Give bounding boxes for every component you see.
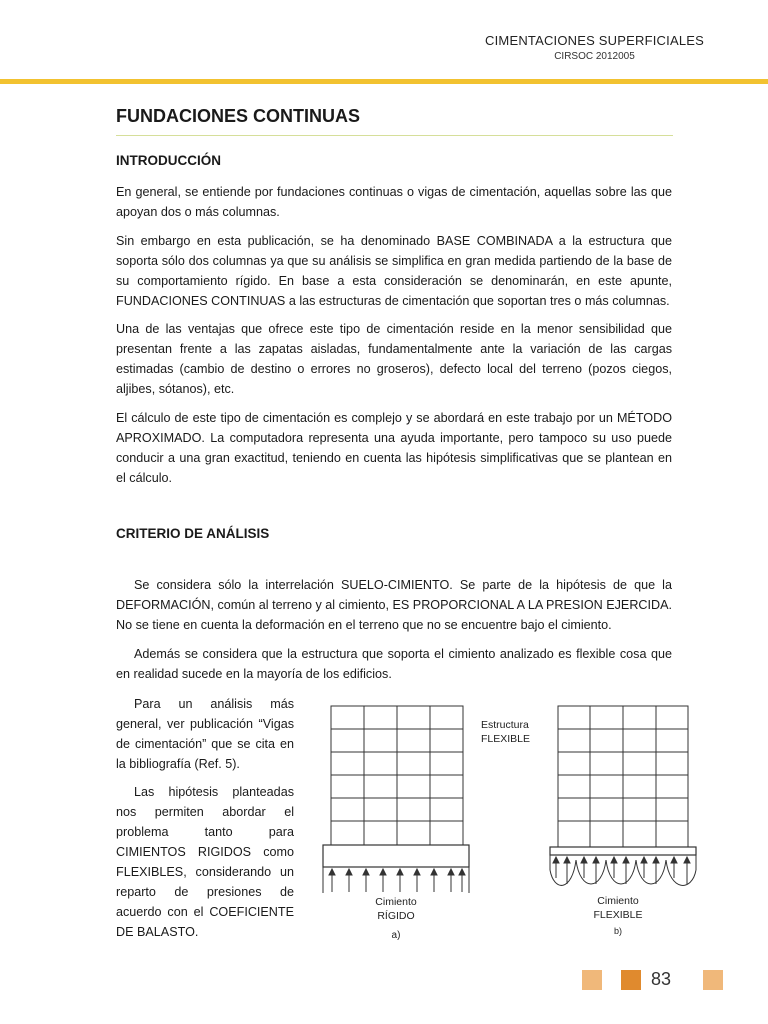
right-footing-label-2: FLEXIBLE [593,909,643,921]
page-title: FUNDACIONES CONTINUAS [116,106,361,126]
structure-label-2: FLEXIBLE [481,733,531,745]
footer-box-middle [621,970,641,990]
intro-paragraph-1: En general, se entiende por fundaciones continuas o vigas de cimentación, aquellas sobre las que apoyan dos o más columnas. [116,185,672,219]
running-header [485,33,704,62]
intro-paragraph-3: Una de las ventajas que ofrece este tipo de cimentación reside en la menor sensibilidad que presentan frente a las zapatas aisladas, fundamentalmente ante la variación de las cargas estimadas (cambio de destino o errores no groseros), defecto local del terreno (pozos ciegos, aljibes, sótanos), etc. [116,322,672,396]
header-rule [0,79,768,84]
left-caption: a) [391,930,401,941]
section-heading-introduccion: INTRODUCCIÓN [116,153,221,168]
right-structure-grid [558,706,688,847]
right-footing-label-1: Cimiento [597,895,639,907]
right-caption: b) [613,926,623,936]
criterio-paragraph-3: Para un análisis más general, ver publicación “Vigas de cimentación” que se cita en la bibliografía (Ref. 5). [116,697,294,771]
intro-paragraph-2: Sin embargo en esta publicación, se ha denominado BASE COMBINADA a la estructura que soporta sólo dos columnas ya que su análisis se simplifica en gran medida partiendo de la base de su comportamiento rígido. En base a esta consideración se denominarán, en este apunte, FUNDACIONES CONTINUAS a las estructuras de cimentación que soportan tres o más columnas. [116,234,672,308]
left-footing-label-2: RÍGIDO [377,910,415,922]
rigid-footing [323,845,469,867]
title-underline [116,135,673,136]
header-subtitle: CIRSOC 2012005 [554,51,635,62]
criterio-paragraph-2: Además se considera que la estructura que soporta el cimiento analizado es flexible cosa que en realidad sucede en la mayoría de los edificios. [116,647,672,681]
footer-box-left [582,970,602,990]
structure-label-1: Estructura [481,719,529,731]
foundation-diagram [310,700,710,945]
footer-box-right [703,970,723,990]
page-number: 83 [651,969,672,989]
criterio-paragraph-4: Las hipótesis planteadas nos permiten abordar el problema tanto para CIMIENTOS RIGIDOS como FLEXIBLES, considerando un reparto de presiones de acuerdo con el COEFICIENTE DE BALASTO. [116,785,294,939]
left-footing-label-1: Cimiento [375,896,417,908]
left-structure-grid [331,706,463,845]
intro-paragraph-4: El cálculo de este tipo de cimentación es complejo y se abordará en este trabajo por un MÉTODO APROXIMADO. La computadora representa una ayuda importante, pero tampoco su uso puede conducir a una gran exactitud, teniendo en cuenta las hipótesis simplificativas que se plantean en el cálculo. [116,411,672,485]
criterio-paragraph-1: Se considera sólo la interrelación SUELO-CIMIENTO. Se parte de la hipótesis de que la DEFORMACIÓN, común al terreno y al cimiento, ES PROPORCIONAL A LA PRESION EJERCIDA. No se tiene en cuenta la deformación en el terreno que no se encuentre bajo el cimiento. [116,578,672,632]
header-title: CIMENTACIONES SUPERFICIALES [485,33,704,48]
section-heading-criterio: CRITERIO DE ANÁLISIS [116,526,270,541]
rigid-pressure-arrows [323,867,469,893]
flexible-footing [550,847,696,855]
